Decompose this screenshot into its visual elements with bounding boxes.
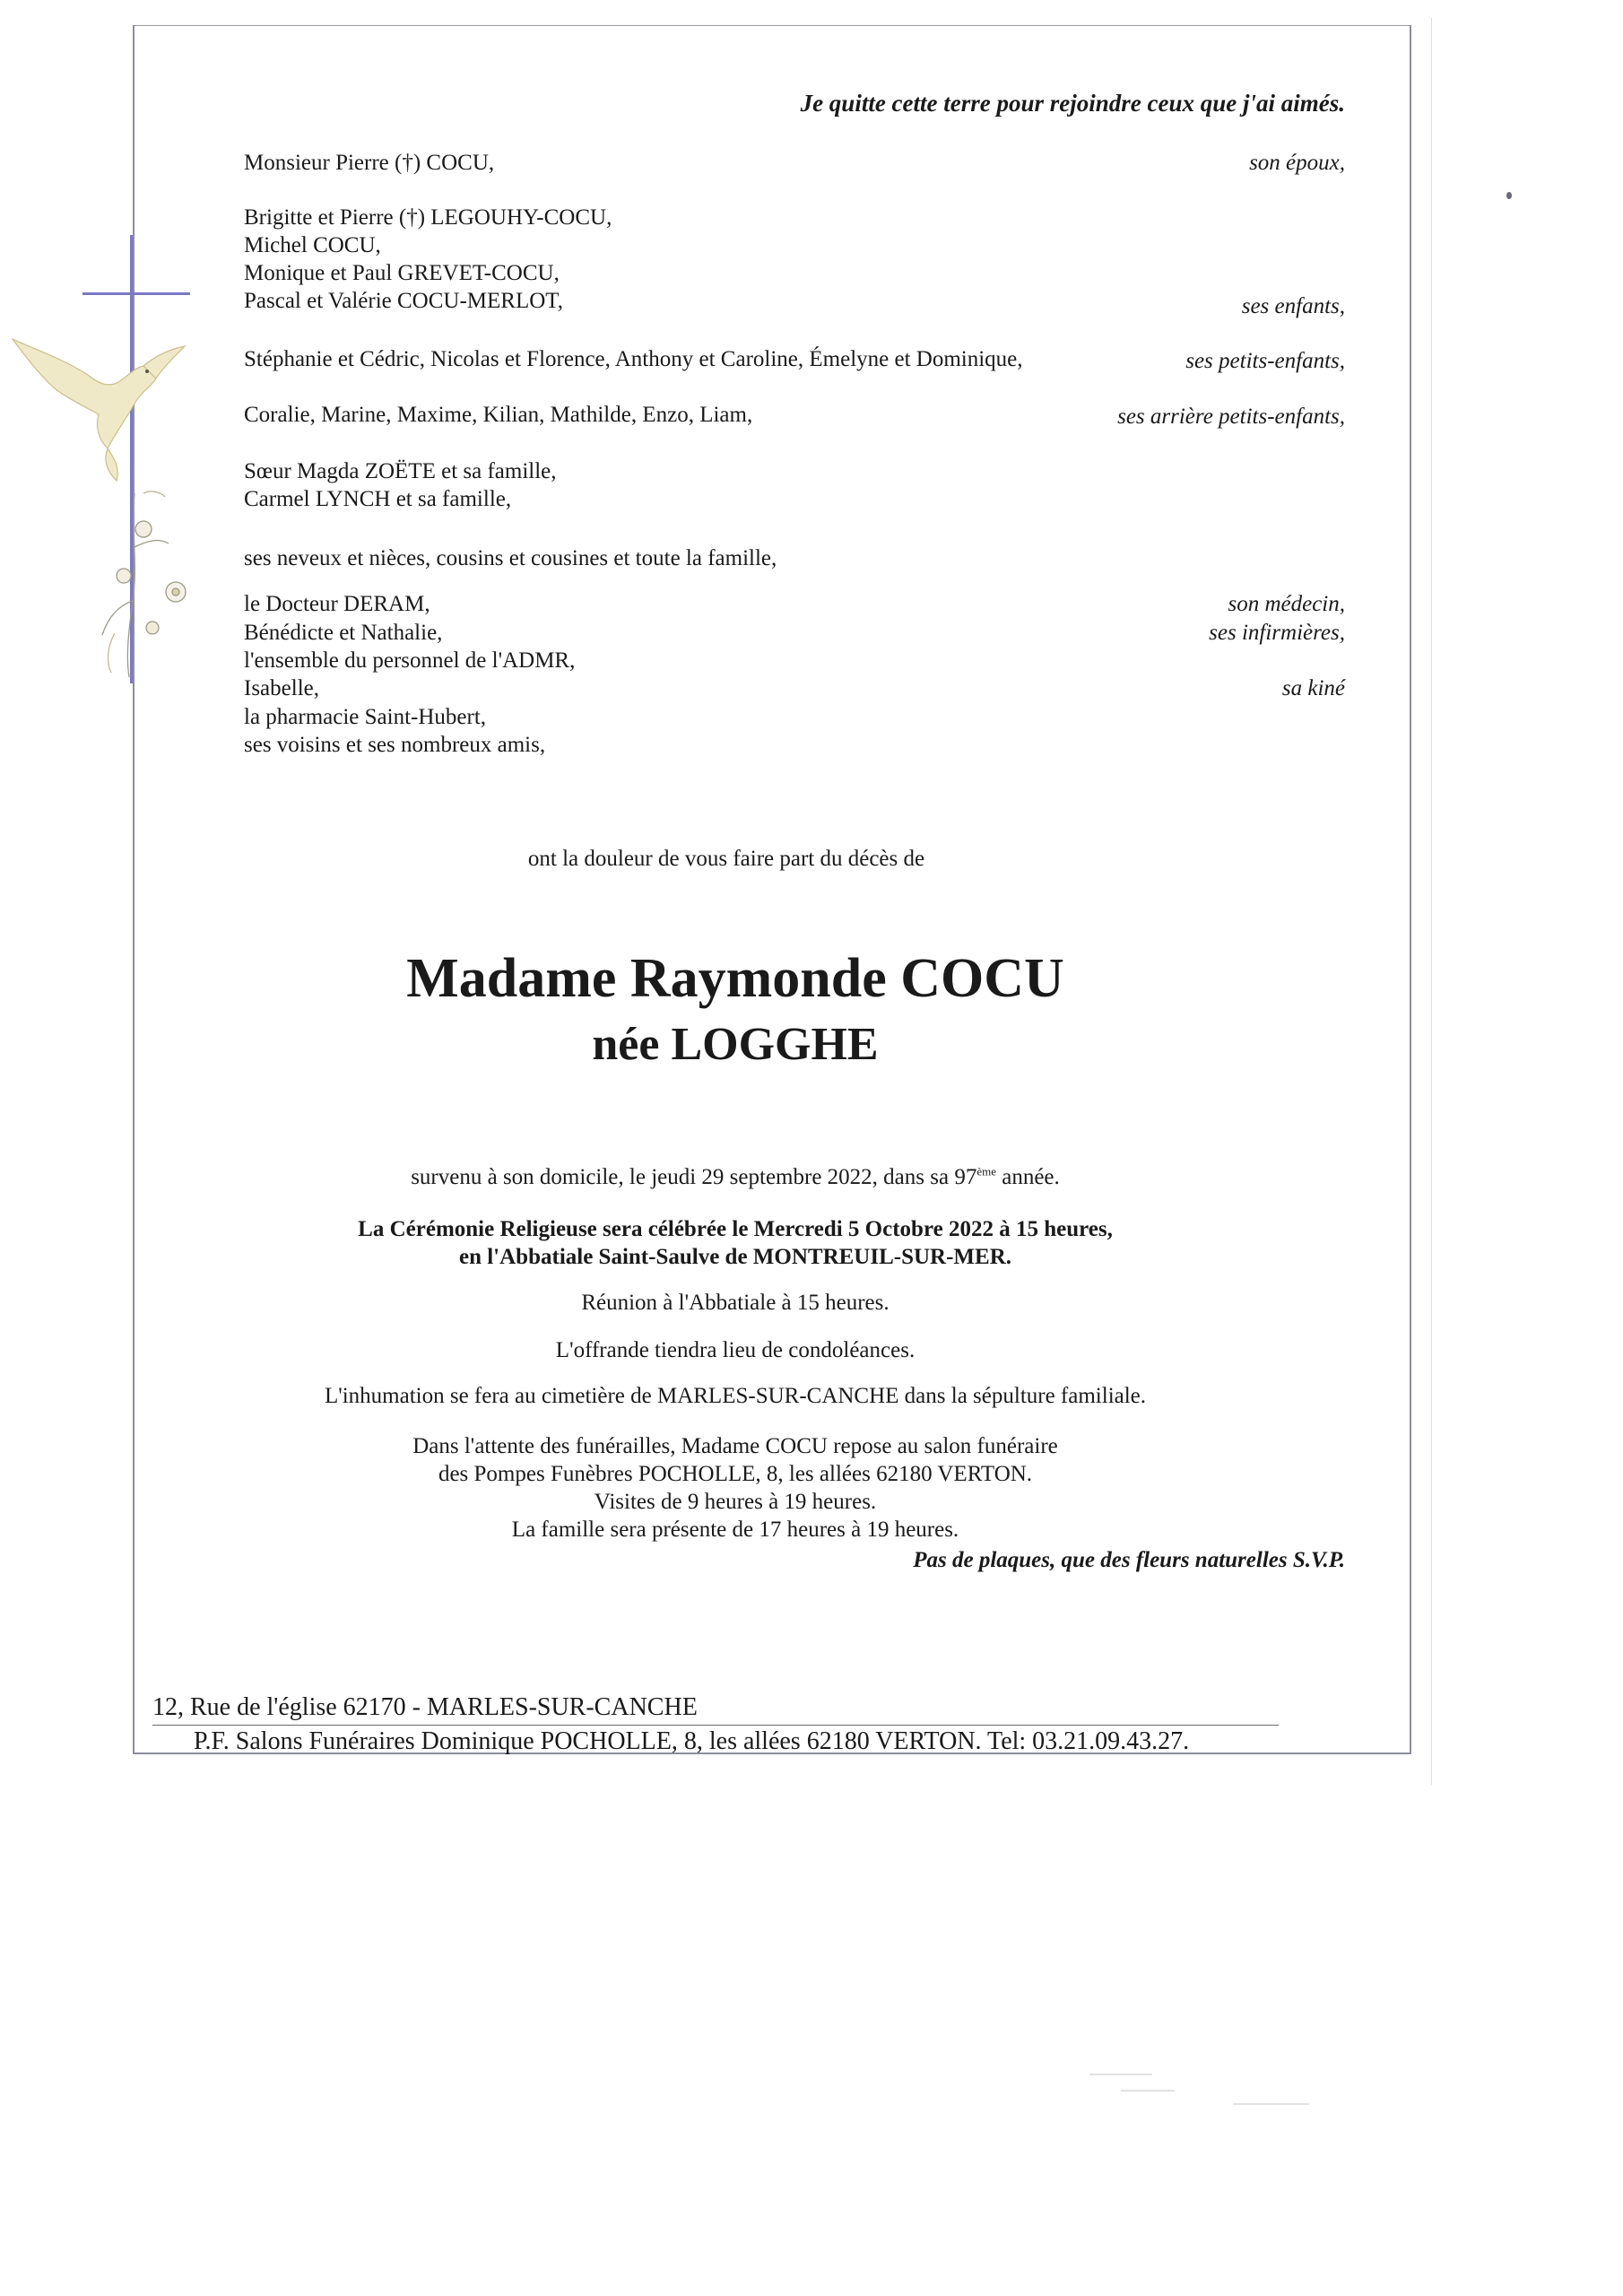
scan-smudge <box>1089 2074 1152 2075</box>
extended-family: ses neveux et nièces, cousins et cousines et toute la famille, <box>244 546 777 570</box>
relation-nurses: ses infirmières, <box>1209 621 1345 645</box>
scan-speck <box>1506 192 1512 199</box>
scan-smudge <box>1121 2090 1175 2092</box>
death-info-text: survenu à son domicile, le jeudi 29 septembre 2022, dans sa 97 <box>411 1165 977 1189</box>
footer-divider <box>152 1725 1279 1726</box>
visit-line: des Pompes Funèbres POCHOLLE, 8, les allées 62180 VERTON. <box>438 1462 1033 1486</box>
burial-info: L'inhumation se fera au cimetière de MARLES-SUR-CANCHE dans la sépulture familiale. <box>324 1384 1147 1408</box>
death-info <box>278 1163 1193 1191</box>
deceased-name: Madame Raymonde COCU <box>406 948 1064 1009</box>
scan-edge-line <box>1431 18 1432 1785</box>
funeral-home: P.F. Salons Funéraires Dominique POCHOLLE, 8, les allées 62180 VERTON. Tel: 03.21.09.43.27. <box>194 1727 1190 1755</box>
great-grandchildren-names: Coralie, Marine, Maxime, Kilian, Mathilde, Enzo, Liam, <box>244 403 753 427</box>
scan-smudge <box>1233 2103 1309 2105</box>
offering-info: L'offrande tiendra lieu de condoléances. <box>555 1338 916 1362</box>
grandchildren-names: Stéphanie et Cédric, Nicolas et Florence, Anthony et Caroline, Émelyne et Dominique, <box>244 347 1023 371</box>
other-name: le Docteur DERAM, <box>244 592 430 616</box>
relation-great-grandchildren: ses arrière petits-enfants, <box>1117 404 1345 429</box>
deceased-maiden-name: née LOGGHE <box>592 1019 879 1070</box>
other-name: l'ensemble du personnel de l'ADMR, <box>244 648 576 673</box>
flower-branch-icon <box>102 491 186 677</box>
child-name: Brigitte et Pierre (†) LEGOUHY-COCU, <box>244 205 612 230</box>
child-name: Michel COCU, <box>244 233 381 257</box>
relative-name: Carmel LYNCH et sa famille, <box>244 487 512 511</box>
dove-icon <box>13 339 185 481</box>
child-name: Monique et Paul GREVET-COCU, <box>244 261 560 285</box>
other-name: la pharmacie Saint-Hubert, <box>244 705 487 729</box>
ceremony-location: en l'Abbatiale Saint-Saulve de MONTREUIL-SUR-MER. <box>458 1245 1011 1269</box>
relation-grandchildren: ses petits-enfants, <box>1185 349 1345 373</box>
relation-children: ses enfants, <box>1241 294 1345 318</box>
address: 12, Rue de l'église 62170 - MARLES-SUR-CANCHE <box>152 1693 698 1721</box>
child-name: Pascal et Valérie COCU-MERLOT, <box>244 289 563 313</box>
death-info-end: année. <box>995 1165 1060 1189</box>
flowers-note: Pas de plaques, que des fleurs naturelles S.V.P. <box>913 1548 1345 1572</box>
visit-line: La famille sera présente de 17 heures à 19 heures. <box>511 1518 959 1542</box>
visit-line: Visites de 9 heures à 19 heures. <box>594 1490 877 1514</box>
announcement: ont la douleur de vous faire part du décès de <box>527 847 925 871</box>
relative-name: Sœur Magda ZOËTE et sa famille, <box>244 459 557 483</box>
other-name: Isabelle, <box>244 676 319 700</box>
cross-icon <box>82 235 190 683</box>
epigraph: Je quitte cette terre pour rejoindre ceux que j'ai aimés. <box>800 90 1345 117</box>
reunion-info: Réunion à l'Abbatiale à 15 heures. <box>581 1291 890 1315</box>
spouse-name: Monsieur Pierre (†) COCU, <box>244 151 495 175</box>
visit-line: Dans l'attente des funérailles, Madame COCU repose au salon funéraire <box>412 1434 1058 1458</box>
ceremony-line: La Cérémonie Religieuse sera célébrée le Mercredi 5 Octobre 2022 à 15 heures, <box>358 1217 1113 1241</box>
relation-spouse: son époux, <box>1249 151 1345 175</box>
other-name: ses voisins et ses nombreux amis, <box>244 733 546 757</box>
other-name: Bénédicte et Nathalie, <box>244 621 443 645</box>
cross-dove-illustration <box>9 224 197 691</box>
relation-physio: sa kiné <box>1281 676 1345 700</box>
ordinal-suffix: ème <box>976 1164 996 1178</box>
relation-doctor: son médecin, <box>1228 592 1345 616</box>
